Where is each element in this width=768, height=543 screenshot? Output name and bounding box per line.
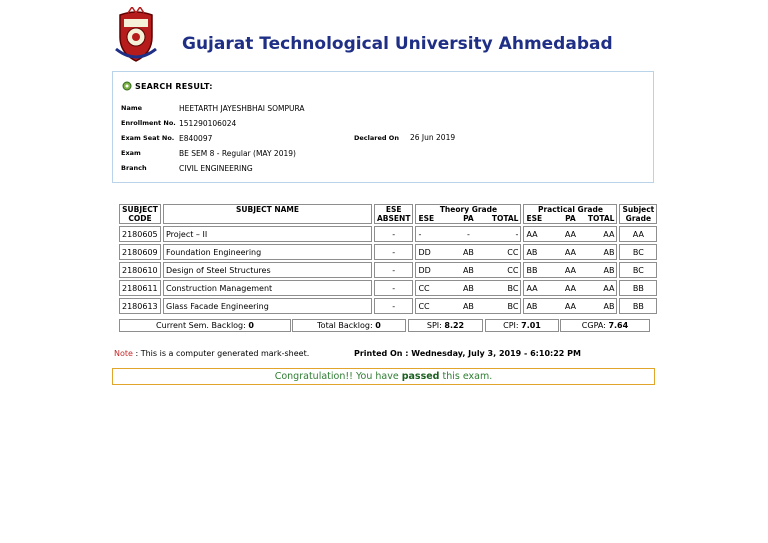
ese-absent-cell: -	[374, 226, 413, 242]
practical-subheaders	[526, 214, 614, 223]
theory-ese-header: ESE	[418, 214, 435, 223]
practical-grade-header	[523, 204, 617, 224]
total-backlog-value: 0	[375, 321, 381, 330]
ese-absent-cell: -	[374, 262, 413, 278]
theory-total-cell: CC	[507, 265, 519, 275]
subject-grade-cell: BC	[619, 262, 657, 278]
practical-total-cell: AB	[603, 265, 615, 275]
seat-label: Exam Seat No.	[121, 134, 175, 142]
current-backlog-label: Current Sem. Backlog:	[156, 321, 246, 330]
theory-subheaders	[418, 214, 518, 223]
current-backlog-box	[119, 319, 291, 332]
cgpa-value: 7.64	[608, 321, 629, 330]
name-label: Name	[121, 104, 143, 112]
practical-pa-cell: AA	[564, 247, 577, 257]
gear-icon	[122, 81, 132, 91]
theory-grade-header	[415, 204, 521, 224]
search-result-label: SEARCH RESULT:	[135, 81, 213, 91]
subject-grade-cell: BB	[619, 280, 657, 296]
practical-ese-cell: AB	[526, 247, 538, 257]
theory-pa-cell: AB	[462, 247, 474, 257]
practical-ese-cell: AA	[526, 229, 538, 239]
practical-pa-cell: AA	[564, 283, 577, 293]
exam-value: BE SEM 8 - Regular (MAY 2019)	[179, 149, 296, 158]
ese-absent-cell: -	[374, 280, 413, 296]
note-text: : This is a computer generated mark-sheet.	[135, 349, 310, 358]
table-row	[119, 280, 657, 296]
theory-ese-cell: CC	[418, 301, 430, 311]
subject-name-cell: Construction Management	[163, 280, 372, 296]
declared-label: Declared On	[354, 134, 399, 142]
practical-grade-cell	[523, 298, 617, 314]
enrollment-label: Enrollment No.	[121, 119, 176, 127]
printed-on: Printed On : Wednesday, July 3, 2019 - 6:10:22 PM	[354, 349, 581, 358]
search-result-heading	[122, 81, 213, 91]
subject-code-header	[119, 204, 161, 224]
theory-total-cell: BC	[507, 301, 519, 311]
theory-total-header: TOTAL	[491, 214, 519, 223]
practical-total-cell: AB	[603, 247, 615, 257]
subject-code-cell: 2180613	[119, 298, 161, 314]
subject-name-header: SUBJECT NAME	[163, 204, 372, 224]
note	[114, 349, 309, 358]
cpi-box	[485, 319, 559, 332]
current-backlog-value: 0	[248, 321, 254, 330]
gtu-logo	[112, 7, 160, 63]
theory-grade-cell	[415, 262, 521, 278]
congrats-pre: Congratulation!! You have	[274, 371, 399, 382]
practical-total-header: TOTAL	[587, 214, 615, 223]
congrats-passed: passed	[401, 371, 440, 382]
subject-grade-cell: BC	[619, 244, 657, 260]
congrats-post: this exam.	[442, 371, 493, 382]
practical-pa-cell: AA	[564, 229, 577, 239]
practical-pa-cell: AA	[564, 301, 577, 311]
subject-code-cell: 2180610	[119, 262, 161, 278]
subject-grade-header	[619, 204, 657, 224]
subject-grade-cell: AA	[619, 226, 657, 242]
table-header-row	[119, 204, 657, 224]
practical-grade-cell	[523, 262, 617, 278]
seat-value: E840097	[179, 134, 213, 143]
subject-name-cell: Project – II	[163, 226, 372, 242]
cgpa-box	[560, 319, 650, 332]
theory-total-cell: -	[515, 229, 519, 239]
practical-pa-header: PA	[565, 214, 576, 223]
subject-code-cell: 2180605	[119, 226, 161, 242]
practical-total-cell: AA	[603, 283, 615, 293]
ese-absent-cell: -	[374, 244, 413, 260]
theory-grade-cell	[415, 298, 521, 314]
cpi-value: 7.01	[521, 321, 541, 330]
search-result-box	[112, 71, 654, 183]
declared-value: 26 Jun 2019	[410, 133, 456, 142]
total-backlog-label: Total Backlog:	[317, 321, 373, 330]
subject-name-cell: Glass Facade Engineering	[163, 298, 372, 314]
cgpa-label: CGPA:	[581, 321, 606, 330]
table-row	[119, 262, 657, 278]
practical-ese-cell: AA	[526, 283, 538, 293]
university-title: Gujarat Technological University Ahmedabad	[182, 34, 613, 54]
subject-grade-header-line2: Grade	[625, 214, 652, 223]
table-row	[119, 226, 657, 242]
practical-grade-cell	[523, 280, 617, 296]
theory-pa-cell: AB	[462, 301, 474, 311]
theory-total-cell: CC	[507, 247, 519, 257]
congratulation-banner	[112, 368, 655, 385]
subject-code-cell: 2180609	[119, 244, 161, 260]
ese-absent-header	[374, 204, 413, 224]
theory-grade-cell	[415, 244, 521, 260]
exam-label: Exam	[121, 149, 141, 157]
subject-name-cell: Design of Steel Structures	[163, 262, 372, 278]
practical-ese-cell: BB	[526, 265, 538, 275]
subject-code-header-line1: SUBJECT	[122, 205, 158, 214]
theory-grade-cell	[415, 280, 521, 296]
theory-ese-cell: DD	[418, 265, 431, 275]
theory-ese-cell: -	[418, 229, 422, 239]
theory-grade-title: Theory Grade	[439, 205, 498, 214]
theory-pa-cell: -	[467, 229, 470, 239]
enrollment-value: 151290106024	[179, 119, 237, 128]
practical-pa-cell: AA	[564, 265, 577, 275]
practical-total-cell: AA	[603, 229, 615, 239]
name-value: HEETARTH JAYESHBHAI SOMPURA	[179, 104, 305, 113]
branch-value: CIVIL ENGINEERING	[179, 164, 253, 173]
practical-total-cell: AB	[603, 301, 615, 311]
table-row	[119, 244, 657, 260]
grades-table	[117, 202, 659, 316]
note-label: Note	[114, 349, 133, 358]
theory-pa-header: PA	[463, 214, 474, 223]
theory-pa-cell: AB	[462, 265, 474, 275]
subject-code-cell: 2180611	[119, 280, 161, 296]
practical-grade-cell	[523, 226, 617, 242]
theory-total-cell: BC	[507, 283, 519, 293]
theory-grade-cell	[415, 226, 521, 242]
subject-grade-header-line1: Subject	[622, 205, 655, 214]
theory-ese-cell: CC	[418, 283, 430, 293]
theory-ese-cell: DD	[418, 247, 431, 257]
spi-value: 8.22	[444, 321, 465, 330]
total-backlog-box	[292, 319, 406, 332]
declared-row	[354, 133, 456, 142]
subject-name-cell: Foundation Engineering	[163, 244, 372, 260]
practical-grade-title: Practical Grade	[537, 205, 603, 214]
ese-absent-cell: -	[374, 298, 413, 314]
cpi-label: CPI:	[503, 321, 519, 330]
theory-pa-cell: AB	[462, 283, 474, 293]
practical-grade-cell	[523, 244, 617, 260]
practical-ese-header: ESE	[526, 214, 543, 223]
branch-label: Branch	[121, 164, 147, 172]
spi-box	[408, 319, 483, 332]
practical-ese-cell: AB	[526, 301, 538, 311]
subject-grade-cell: BB	[619, 298, 657, 314]
ese-absent-header-line1: ESE	[385, 205, 402, 214]
ese-absent-header-line2: ABSENT	[377, 214, 411, 223]
spi-label: SPI:	[426, 321, 442, 330]
table-row	[119, 298, 657, 314]
subject-code-header-line2: CODE	[128, 214, 152, 223]
